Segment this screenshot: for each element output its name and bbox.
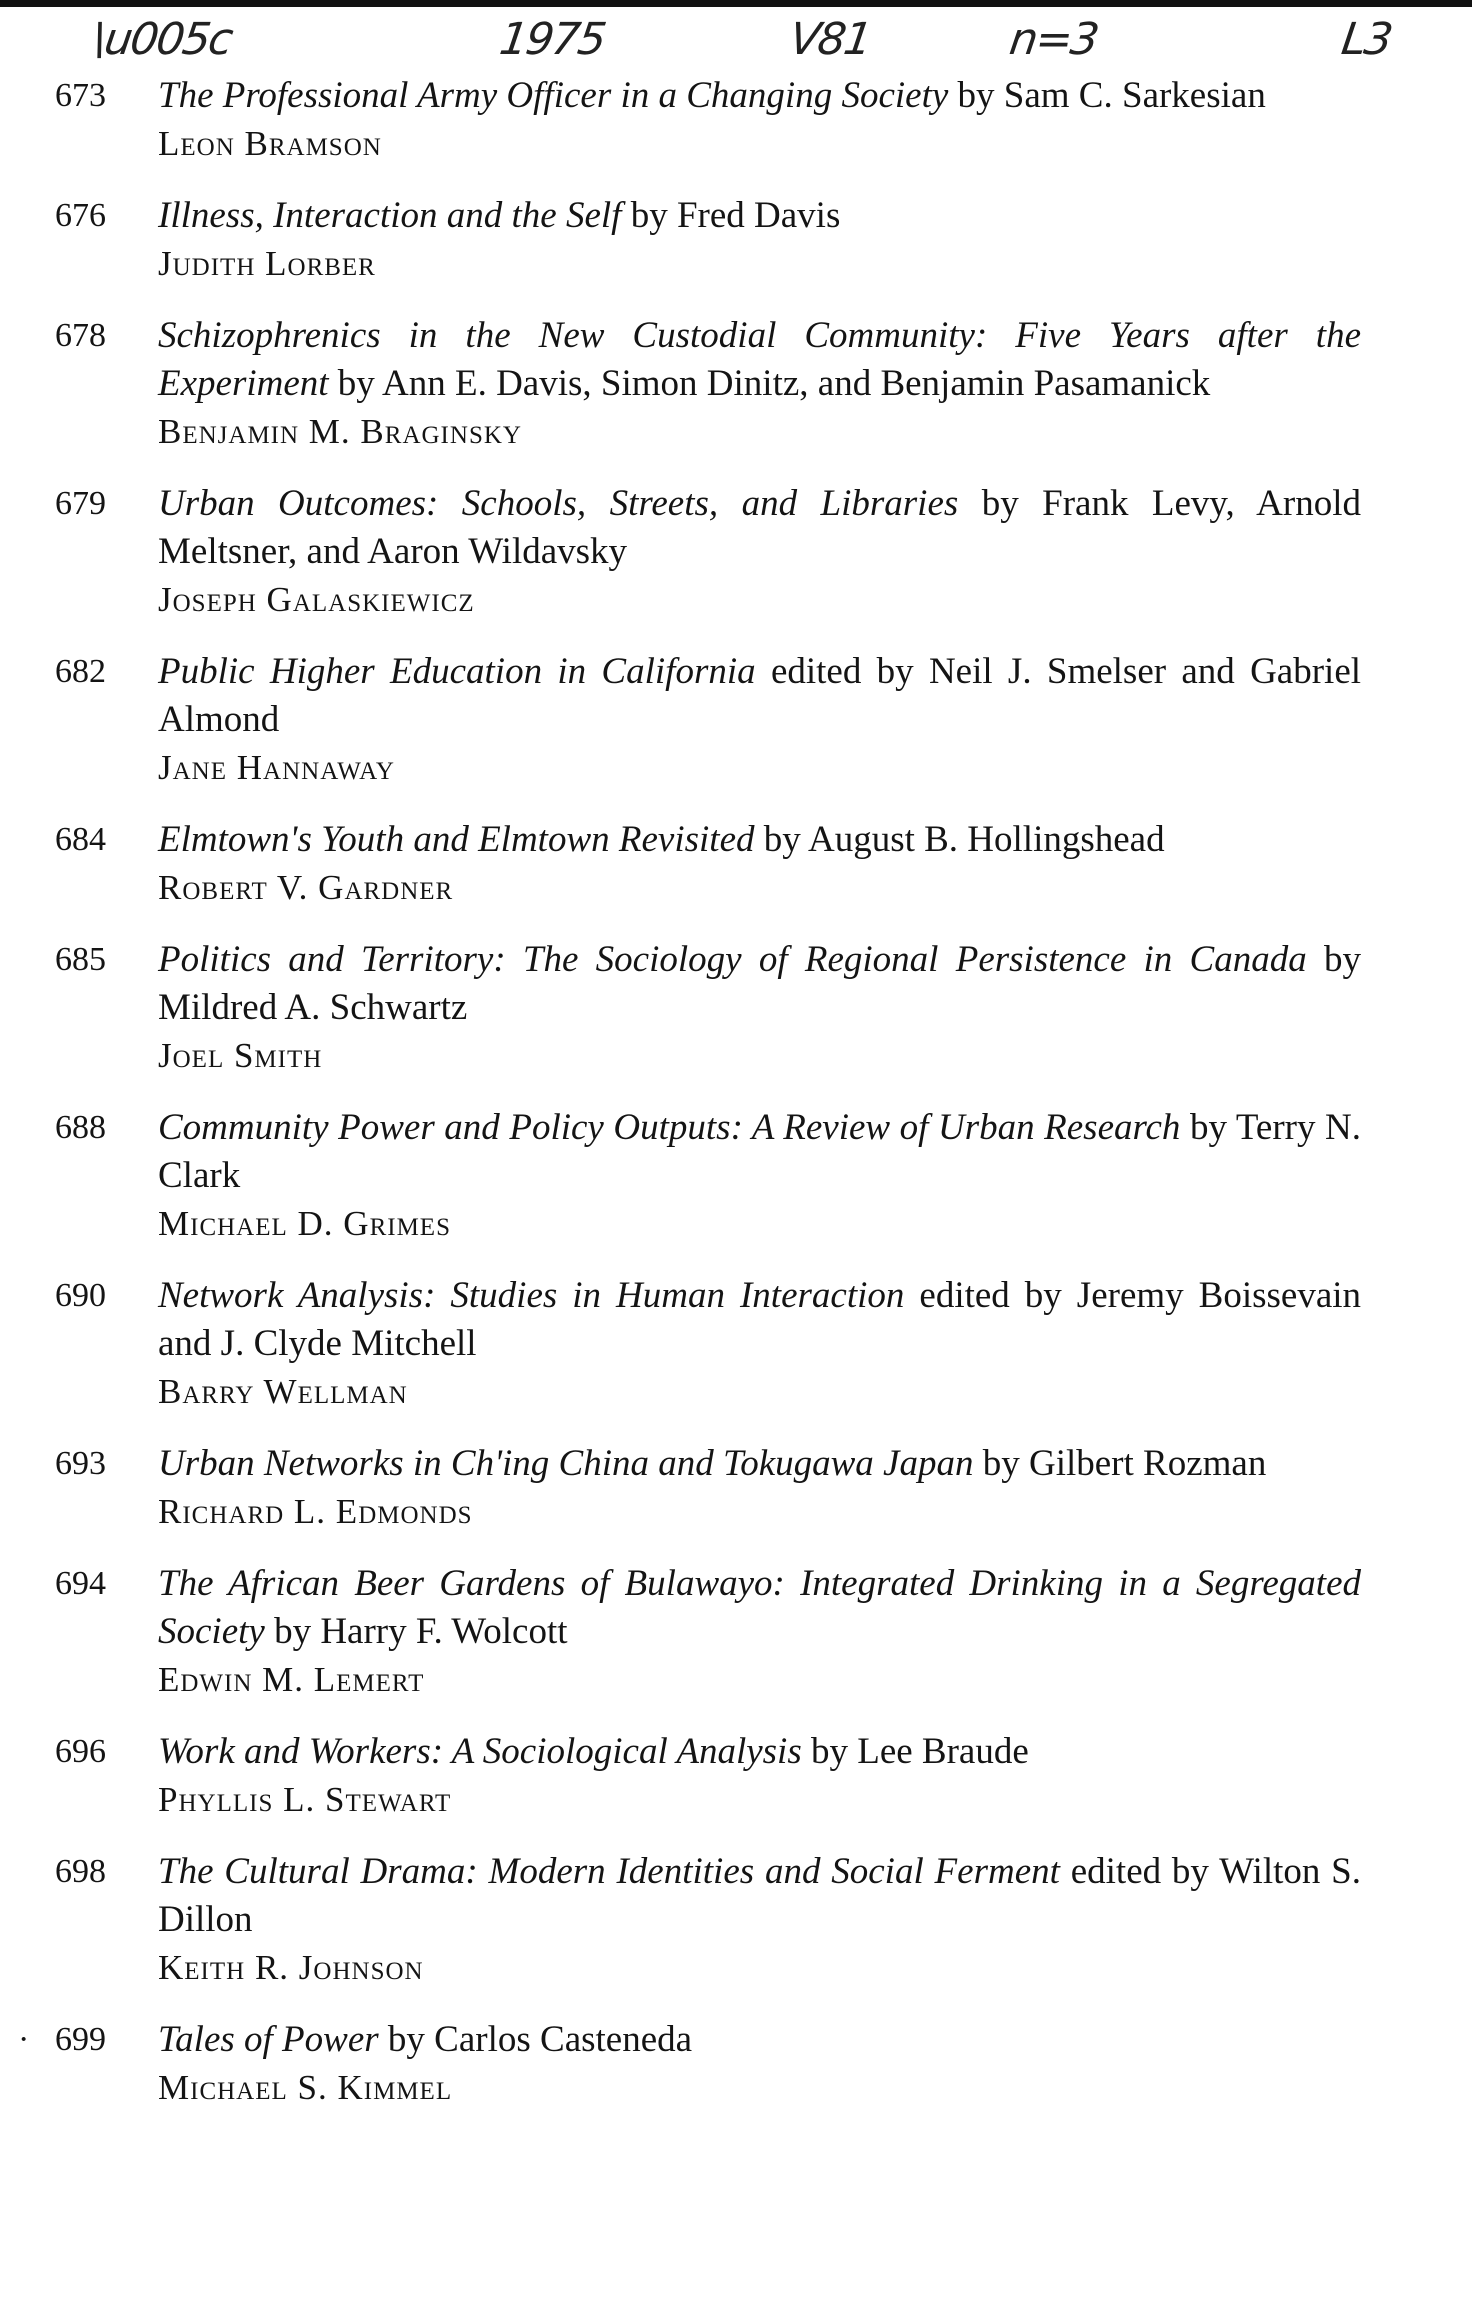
review-entry (0, 192, 1472, 288)
reviewer-name: Leon Bramson (158, 124, 382, 163)
reviewer-name: Benjamin M. Braginsky (158, 412, 522, 451)
book-authors: Harry F. Wolcott (320, 1611, 568, 1652)
page-number: 694 (55, 1565, 106, 1602)
reviewer-name: Joseph Galaskiewicz (158, 580, 475, 619)
book-citation (158, 480, 1361, 576)
author-connector: by (387, 2019, 425, 2060)
entry-body (158, 816, 1361, 912)
page-number: 696 (55, 1733, 106, 1770)
book-title: The Professional Army Officer in a Changing Society (158, 75, 949, 116)
book-authors: Terry N. Clark (158, 1107, 1361, 1196)
book-authors: Wilton S. Dillon (158, 1851, 1362, 1940)
book-citation (158, 1848, 1361, 1944)
book-authors: Jeremy Boissevain and J. Clyde Mitchell (158, 1275, 1362, 1364)
entry-body (158, 648, 1361, 792)
review-entry (0, 1848, 1472, 1992)
page-number: 673 (55, 77, 106, 114)
page-number: 690 (55, 1277, 106, 1314)
entry-body (158, 1848, 1361, 1992)
book-title: Urban Outcomes: Schools, Streets, and Libraries (158, 483, 959, 524)
page-number: 684 (55, 821, 106, 858)
review-entry (0, 2016, 1472, 2112)
review-entry (0, 816, 1472, 912)
book-authors: Carlos Casteneda (434, 2019, 693, 2060)
entry-marker: · (18, 2021, 30, 2058)
book-citation (158, 72, 1361, 120)
author-connector: edited by (1070, 1851, 1209, 1892)
book-title: Public Higher Education in California (158, 651, 756, 692)
book-authors: Neil J. Smelser and Gabriel Almond (158, 651, 1362, 740)
entry-body (158, 192, 1361, 288)
reviewer-name: Michael S. Kimmel (158, 2068, 453, 2107)
book-review-list (0, 72, 1472, 2136)
handwritten-note: \u005c (88, 14, 235, 65)
top-border-rule (0, 0, 1472, 7)
author-connector: edited by (770, 651, 914, 692)
author-connector: by (630, 195, 668, 236)
handwritten-note: n=3 (1006, 14, 1101, 65)
book-citation (158, 648, 1361, 744)
reviewer-name: Michael D. Grimes (158, 1204, 451, 1243)
review-entry (0, 1272, 1472, 1416)
book-citation (158, 936, 1361, 1032)
book-authors: Gilbert Rozman (1028, 1443, 1267, 1484)
review-entry (0, 1104, 1472, 1248)
author-connector: by (981, 483, 1019, 524)
author-connector: by (1190, 1107, 1227, 1148)
book-title: Illness, Interaction and the Self (158, 195, 622, 236)
book-authors: Sam C. Sarkesian (1003, 75, 1266, 116)
entry-body (158, 2016, 1361, 2112)
book-title: The Cultural Drama: Modern Identities and Social Ferment (158, 1851, 1060, 1892)
page-number: 678 (55, 317, 106, 354)
book-title: The African Beer Gardens of Bulawayo: Integrated Drinking in a Segregated Society (158, 1563, 1361, 1652)
book-title: Community Power and Policy Outputs: A Review of Urban Research (158, 1107, 1181, 1148)
author-connector: by (810, 1731, 848, 1772)
entry-body (158, 480, 1361, 624)
entry-body (158, 312, 1361, 456)
reviewer-name: Joel Smith (158, 1036, 323, 1075)
handwritten-annotations (0, 14, 1472, 74)
book-citation (158, 312, 1361, 408)
book-title: Urban Networks in Ch'ing China and Tokugawa Japan (158, 1443, 974, 1484)
book-title: Elmtown's Youth and Elmtown Revisited (158, 819, 755, 860)
page-number: 676 (55, 197, 106, 234)
book-citation (158, 1104, 1361, 1200)
entry-body (158, 1728, 1361, 1824)
entry-body (158, 1272, 1361, 1416)
author-connector: by (1324, 939, 1362, 980)
entry-body (158, 1560, 1361, 1704)
reviewer-name: Robert V. Gardner (158, 868, 454, 907)
author-connector: by (274, 1611, 312, 1652)
book-citation (158, 1728, 1361, 1776)
reviewer-name: Jane Hannaway (158, 748, 395, 787)
reviewer-name: Keith R. Johnson (158, 1948, 424, 1987)
book-authors: Frank Levy, Arnold Meltsner, and Aaron Wildavsky (158, 483, 1361, 572)
book-authors: Mildred A. Schwartz (158, 987, 468, 1028)
reviewer-name: Judith Lorber (158, 244, 376, 283)
review-entry (0, 480, 1472, 624)
page-number: 685 (55, 941, 106, 978)
book-citation (158, 1272, 1361, 1368)
reviewer-name: Phyllis L. Stewart (158, 1780, 452, 1819)
author-connector: by (982, 1443, 1020, 1484)
handwritten-note: L3 (1338, 14, 1395, 65)
book-citation (158, 2016, 1361, 2064)
book-title: Schizophrenics in the New Custodial Community: Five Years after the Experiment (158, 315, 1361, 404)
entry-body (158, 72, 1361, 168)
book-citation (158, 192, 1361, 240)
review-entry (0, 1560, 1472, 1704)
review-entry (0, 72, 1472, 168)
author-connector: by (337, 363, 375, 404)
author-connector: by (763, 819, 801, 860)
review-entry (0, 1440, 1472, 1536)
reviewer-name: Barry Wellman (158, 1372, 408, 1411)
book-title: Tales of Power (158, 2019, 379, 2060)
book-title: Work and Workers: A Sociological Analysis (158, 1731, 802, 1772)
book-citation (158, 1560, 1361, 1656)
book-title: Politics and Territory: The Sociology of Regional Persistence in Canada (158, 939, 1307, 980)
book-authors: Lee Braude (857, 1731, 1029, 1772)
review-entry (0, 648, 1472, 792)
book-citation (158, 1440, 1361, 1488)
author-connector: edited by (919, 1275, 1062, 1316)
handwritten-note: 1975 (496, 14, 608, 65)
book-authors: Fred Davis (676, 195, 841, 236)
handwritten-note: V81 (786, 14, 874, 65)
review-entry (0, 1728, 1472, 1824)
reviewer-name: Edwin M. Lemert (158, 1660, 425, 1699)
page-number: 679 (55, 485, 106, 522)
book-authors: August B. Hollingshead (807, 819, 1165, 860)
page-number: 698 (55, 1853, 106, 1890)
entry-body (158, 936, 1361, 1080)
book-authors: Ann E. Davis, Simon Dinitz, and Benjamin Pasamanick (382, 363, 1211, 404)
page-number: 699 (55, 2021, 106, 2058)
book-title: Network Analysis: Studies in Human Interaction (158, 1275, 905, 1316)
review-entry (0, 936, 1472, 1080)
author-connector: by (957, 75, 995, 116)
entry-body (158, 1440, 1361, 1536)
book-citation (158, 816, 1361, 864)
reviewer-name: Richard L. Edmonds (158, 1492, 473, 1531)
review-entry (0, 312, 1472, 456)
entry-body (158, 1104, 1361, 1248)
page-number: 693 (55, 1445, 106, 1482)
page-number: 682 (55, 653, 106, 690)
page-number: 688 (55, 1109, 106, 1146)
